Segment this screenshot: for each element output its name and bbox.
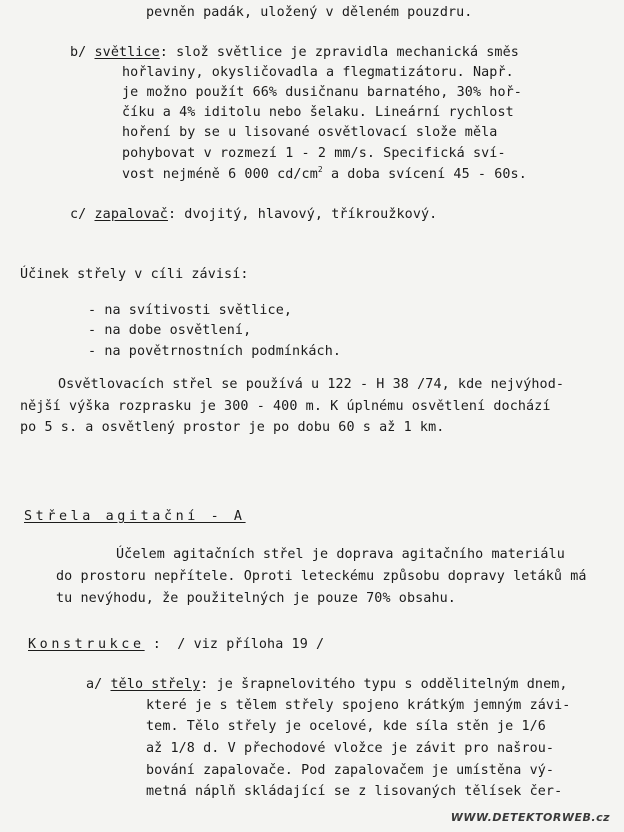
text-line: až 1/8 d. V přechodové vložce je závit pro našrou- xyxy=(146,741,555,756)
text-line: metná náplň skládající se z lisovaných tělísek čer- xyxy=(146,784,563,799)
watermark-footer: WWW.DETEKTORWEB.cz xyxy=(450,811,610,824)
text-line: pevněn padák, uložený v děleném pouzdru. xyxy=(146,5,473,20)
text-line: tu nevýhodu, že použitelných je pouze 70% obsahu. xyxy=(56,591,456,606)
term-svetlice: světlice xyxy=(94,45,160,60)
text-line: je možno použít 66% dusičnanu barnatého, 30% hoř- xyxy=(122,85,522,100)
text-line: hoření by se u lisované osvětlovací slože měla xyxy=(122,125,498,140)
text-line: pohybovat v rozmezí 1 - 2 mm/s. Specifická sví- xyxy=(122,146,506,161)
subsection-heading: Konstrukce : / viz příloha 19 / xyxy=(28,637,325,652)
list-item-zapalovac: c/ zapalovač: dvojitý, hlavový, tříkroužkový. xyxy=(70,207,438,222)
text-line: hořlaviny, okysličovadla a flegmatizátoru. Např. xyxy=(122,65,514,80)
text-line: do prostoru nepřítele. Oproti leteckému způsobu dopravy letáků má xyxy=(56,569,587,584)
section-heading: Střela agitační - A xyxy=(24,509,246,524)
term-zapalovac: zapalovač xyxy=(94,207,168,222)
text-line: číku a 4% iditolu nebo šelaku. Lineární rychlost xyxy=(122,105,514,120)
list-item-svetlice: b/ světlice: slož světlice je zpravidla mechanická směs xyxy=(70,45,519,60)
text-line: nější výška rozprasku je 300 - 400 m. K úplnému osvětlení dochází xyxy=(20,399,551,414)
text-line: které je s tělem střely spojeno krátkým jemným závi- xyxy=(146,698,571,713)
text-line: tem. Tělo střely je ocelové, kde síla stěn je 1/6 xyxy=(146,719,546,734)
text-line: vost nejméně 6 000 $cd/cm^2$ a doba svícení 45 - 60s. xyxy=(122,165,527,182)
text-line: bování zapalovače. Pod zapalovačem je umístěna vý- xyxy=(146,763,555,778)
list-item-telo-strely: a/ tělo střely: je šrapnelovitého typu s oddělitelným dnem, xyxy=(86,677,568,692)
text-line: Účinek střely v cíli závisí: xyxy=(20,267,249,282)
bullet-item: - na povětrnostních podmínkách. xyxy=(88,344,342,359)
text-line: Účelem agitačních střel je doprava agitačního materiálu xyxy=(116,547,565,562)
text-line: po 5 s. a osvětlený prostor je po dobu 60 s až 1 km. xyxy=(20,420,445,435)
term-telo-strely: tělo střely xyxy=(110,677,201,692)
text-line: Osvětlovacích střel se používá u 122 - H 38 /74, kde nejvýhod- xyxy=(58,377,565,392)
bullet-item: - na svítivosti světlice, xyxy=(88,303,293,318)
bullet-item: - na dobe osvětlení, xyxy=(88,323,252,338)
